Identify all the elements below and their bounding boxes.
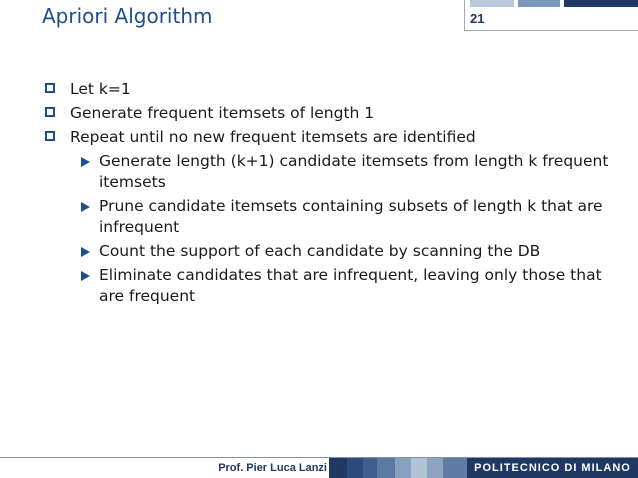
right-triangle-bullet-icon [81, 202, 90, 212]
footer-block [411, 458, 427, 478]
sub-bullet-item [45, 196, 625, 238]
hollow-square-bullet-icon [45, 107, 55, 117]
header-block [470, 0, 514, 7]
sub-bullet-text: Generate length (k+1) candidate itemsets from length k frequent itemsets [99, 152, 609, 191]
right-triangle-bullet-icon [81, 247, 90, 257]
footer-block [377, 458, 395, 478]
bullet-text: Generate frequent itemsets of length 1 [70, 104, 375, 122]
bullet-item [45, 79, 625, 100]
sub-bullet-item [45, 265, 625, 307]
footer-block [427, 458, 443, 478]
footer-block [395, 458, 411, 478]
footer-block [329, 458, 347, 478]
right-triangle-bullet-icon [81, 271, 90, 281]
footer-author: Prof. Pier Luca Lanzi [218, 462, 327, 474]
bullet-item [45, 103, 625, 124]
bullet-list [45, 79, 625, 310]
footer-block [347, 458, 363, 478]
header-rule [464, 30, 638, 31]
sub-bullet-text: Eliminate candidates that are infrequent, leaving only those that are frequent [99, 266, 602, 305]
footer-block [363, 458, 377, 478]
sub-bullet-text: Count the support of each candidate by scanning the DB [99, 242, 541, 260]
footer-block [443, 458, 467, 478]
header-block [518, 0, 560, 7]
hollow-square-bullet-icon [45, 131, 55, 141]
bullet-text: Let k=1 [70, 80, 131, 98]
institution-logo: POLITECNICO DI MILANO [467, 458, 638, 478]
slide-title: Apriori Algorithm [42, 4, 213, 28]
sub-bullet-item [45, 241, 625, 262]
header-block [564, 0, 638, 7]
sub-bullet-item [45, 151, 625, 193]
bullet-text: Repeat until no new frequent itemsets are identified [70, 128, 476, 146]
right-triangle-bullet-icon [81, 157, 90, 167]
header-divider [464, 0, 465, 30]
hollow-square-bullet-icon [45, 83, 55, 93]
bullet-item [45, 127, 625, 148]
sub-bullet-text: Prune candidate itemsets containing subsets of length k that are infrequent [99, 197, 603, 236]
page-number: 21 [470, 11, 485, 26]
footer-decoration [329, 458, 469, 478]
